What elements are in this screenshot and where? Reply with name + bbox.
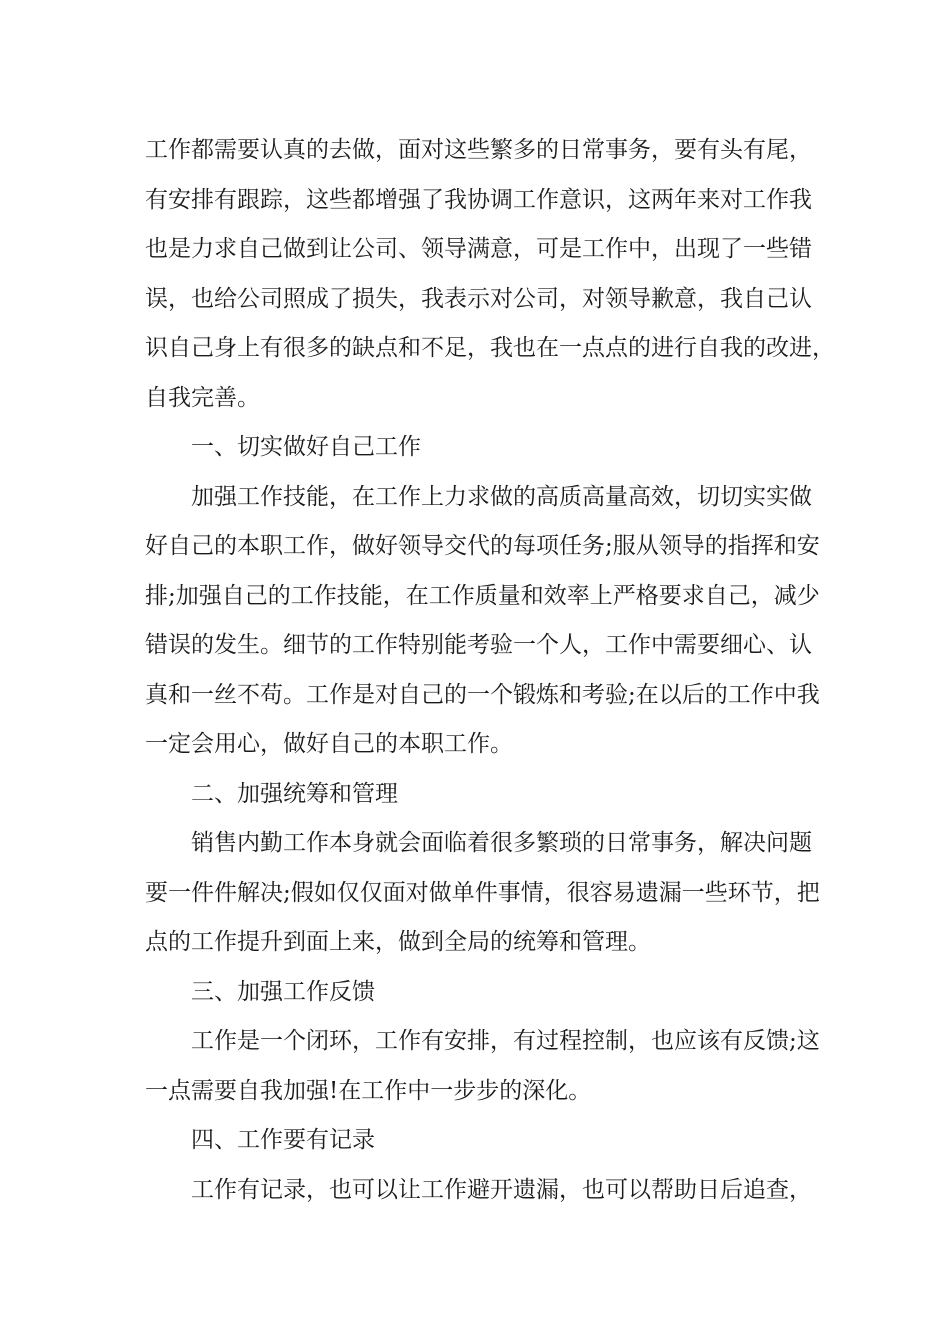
text-line: 也是力求自己做到让公司、领导满意，可是工作中，出现了一些错: [145, 236, 812, 262]
text-line: 一点需要自我加强!在工作中一步步的深化。: [145, 1077, 592, 1104]
section-heading: 二、加强统筹和管理: [191, 780, 398, 807]
text-line: 识自己身上有很多的缺点和不足，我也在一点点的进行自我的改进，: [145, 335, 835, 361]
section-heading: 三、加强工作反馈: [191, 978, 375, 1005]
text-line: 自我完善。: [145, 384, 260, 411]
text-line: 有安排有跟踪，这些都增强了我协调工作意识，这两年来对工作我: [145, 186, 812, 213]
text-line: 点的工作提升到面上来，做到全局的统筹和管理。: [145, 929, 651, 955]
text-line: 工作有记录，也可以让工作避开遗漏，也可以帮助日后追查，: [191, 1176, 812, 1203]
text-line: 要一件件解决;假如仅仅面对做单件事情，很容易遗漏一些环节，把: [145, 879, 820, 906]
text-line: 好自己的本职工作，做好领导交代的每项任务;服从领导的指挥和安: [145, 533, 820, 559]
text-line: 错误的发生。细节的工作特别能考验一个人，工作中需要细心、认: [145, 632, 812, 658]
text-line: 误，也给公司照成了损失，我表示对公司，对领导歉意，我自己认: [145, 285, 812, 312]
text-line: 一定会用心，做好自己的本职工作。: [145, 731, 513, 757]
text-line: 工作都需要认真的去做，面对这些繁多的日常事务，要有头有尾，: [145, 137, 812, 163]
section-heading: 一、切实做好自己工作: [191, 434, 421, 460]
document-body: [145, 126, 835, 1215]
text-line: 工作是一个闭环，工作有安排，有过程控制，也应该有反馈;这: [191, 1028, 820, 1054]
text-line: 真和一丝不苟。工作是对自己的一个锻炼和考验;在以后的工作中我: [145, 681, 820, 708]
text-line: 加强工作技能，在工作上力求做的高质高量高效，切切实实做: [191, 483, 812, 510]
text-line: 排;加强自己的工作技能，在工作质量和效率上严格要求自己，减少: [145, 582, 820, 609]
text-line: 销售内勤工作本身就会面临着很多繁琐的日常事务，解决问题: [191, 830, 812, 856]
section-heading: 四、工作要有记录: [191, 1127, 375, 1153]
